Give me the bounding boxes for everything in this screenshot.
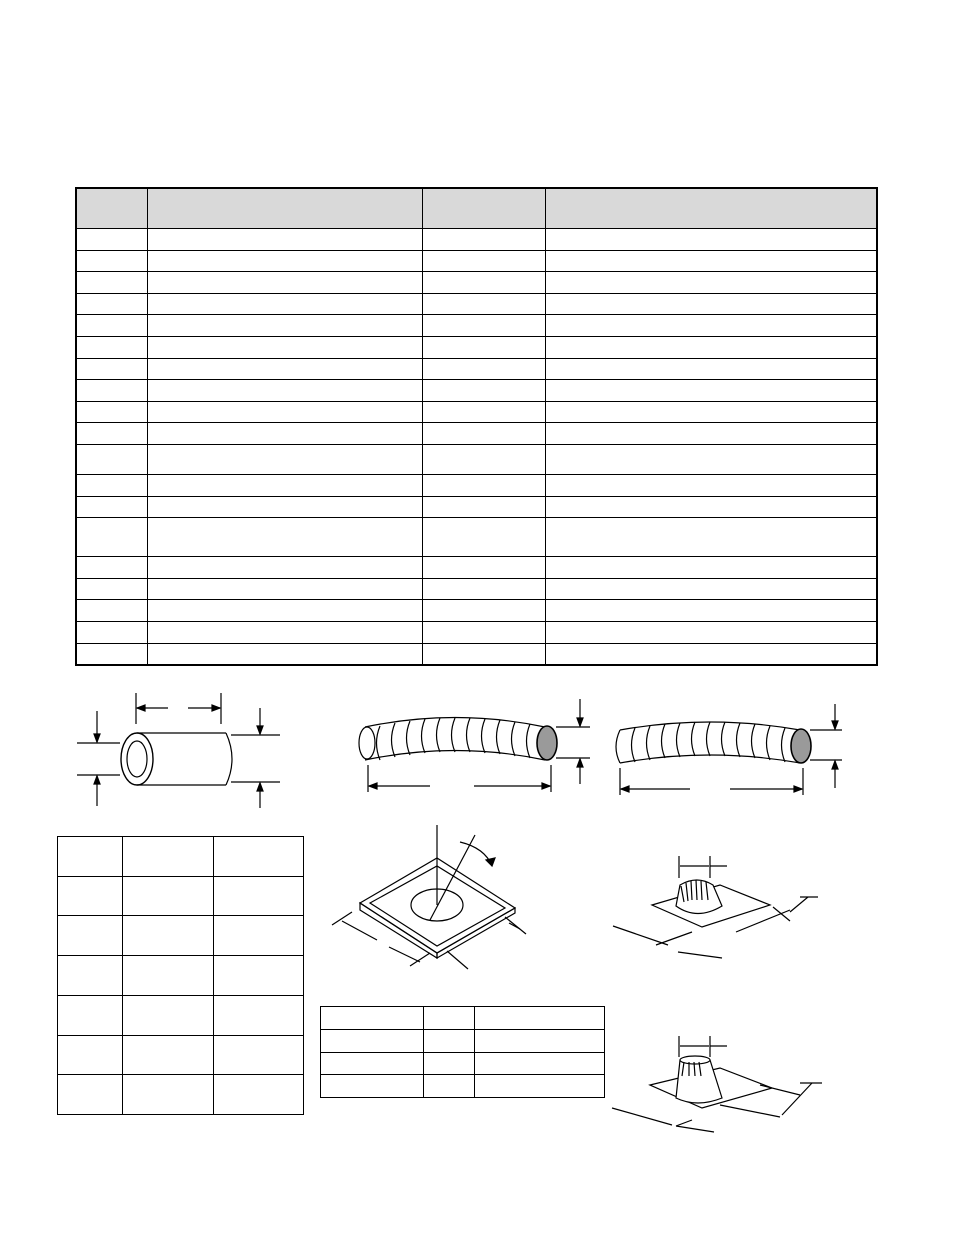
table-row bbox=[58, 916, 304, 956]
table-row bbox=[76, 643, 877, 665]
table-row bbox=[76, 401, 877, 423]
table-row bbox=[321, 1075, 605, 1098]
table-row bbox=[58, 956, 304, 996]
table-row bbox=[58, 876, 304, 916]
parts-table-header bbox=[76, 188, 877, 229]
table-row bbox=[58, 837, 304, 877]
table-row bbox=[76, 336, 877, 358]
header-cell bbox=[148, 188, 423, 229]
table-row bbox=[76, 518, 877, 557]
header-cell bbox=[546, 188, 878, 229]
table-row bbox=[76, 578, 877, 600]
table-row bbox=[76, 444, 877, 474]
table-row bbox=[76, 229, 877, 251]
table-row bbox=[76, 557, 877, 579]
table-row bbox=[58, 1035, 304, 1075]
table-row bbox=[76, 358, 877, 380]
table-row bbox=[76, 621, 877, 643]
table-row bbox=[76, 272, 877, 294]
table-row bbox=[76, 315, 877, 337]
table-row bbox=[76, 600, 877, 622]
header-cell bbox=[423, 188, 546, 229]
table-row bbox=[321, 1029, 605, 1052]
table-row bbox=[76, 423, 877, 445]
pipe-size-table bbox=[57, 836, 304, 1115]
table-row bbox=[321, 1007, 605, 1030]
parts-table bbox=[75, 187, 878, 666]
header-cell bbox=[76, 188, 148, 229]
table-row bbox=[76, 474, 877, 496]
table-row bbox=[58, 995, 304, 1035]
table-row bbox=[76, 293, 877, 315]
table-row bbox=[76, 250, 877, 272]
table-row bbox=[58, 1075, 304, 1115]
table-row bbox=[76, 380, 877, 402]
flashing-table bbox=[320, 1006, 605, 1098]
table-row bbox=[76, 496, 877, 518]
table-row bbox=[321, 1052, 605, 1075]
